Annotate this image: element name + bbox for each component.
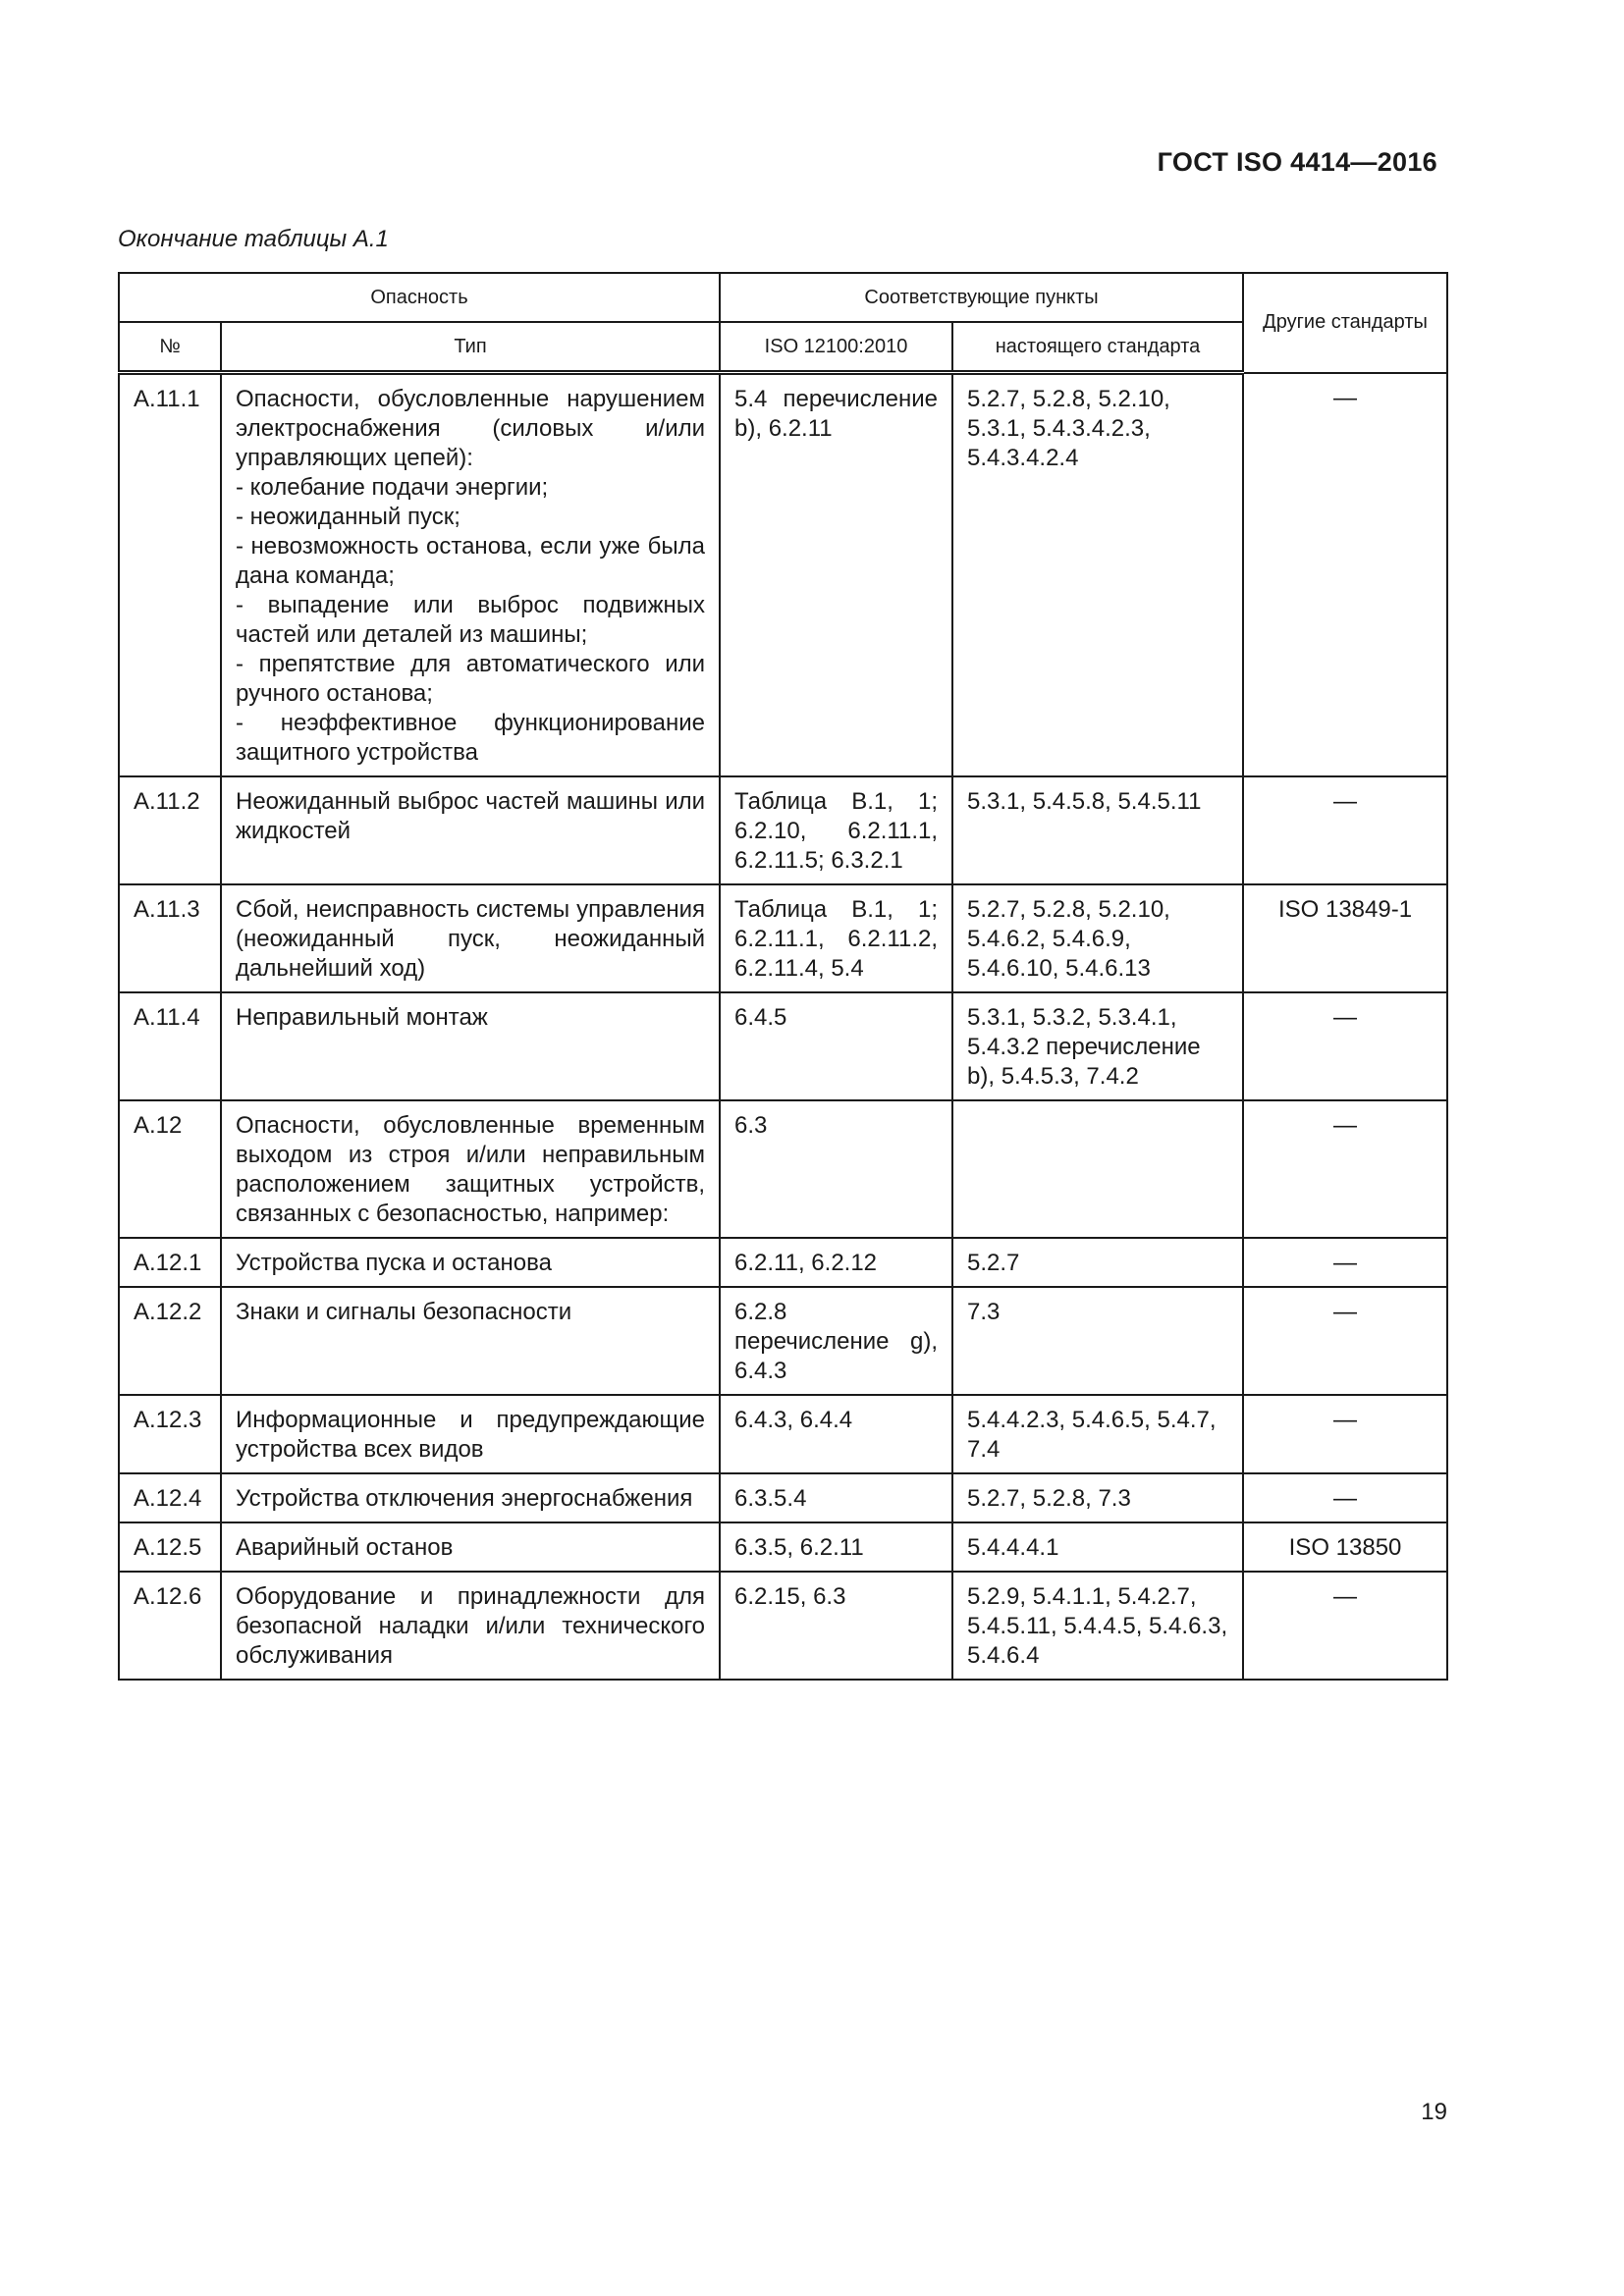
row-iso-clauses: Таблица В.1, 1; 6.2.11.1, 6.2.11.2, 6.2.11.4, 5.4 [720, 884, 952, 992]
table-row [119, 992, 1447, 1100]
table-row [119, 1473, 1447, 1522]
row-other-standards: ISO 13850 [1243, 1522, 1447, 1572]
row-standard-clauses: 5.2.9, 5.4.1.1, 5.4.2.7, 5.4.5.11, 5.4.4.5, 5.4.6.3, 5.4.6.4 [952, 1572, 1243, 1680]
row-type-item: - колебание подачи энергии; [236, 474, 549, 501]
table-row [119, 1100, 1447, 1238]
page-number: 19 [1421, 2099, 1447, 2125]
header-other-standards: Другие стандарты [1243, 273, 1447, 373]
row-standard-clauses: 5.3.1, 5.3.2, 5.3.4.1, 5.4.3.2 перечисление b), 5.4.5.3, 7.4.2 [952, 992, 1243, 1100]
row-standard-clauses: 5.2.7, 5.2.8, 5.2.10, 5.3.1, 5.4.3.4.2.3, 5.4.3.4.2.4 [952, 373, 1243, 777]
row-other-standards: — [1243, 1572, 1447, 1680]
table-row [119, 776, 1447, 884]
table-body [119, 373, 1447, 1681]
row-number: А.11.4 [119, 992, 221, 1100]
row-iso-clauses: 5.4 перечисление b), 6.2.11 [720, 373, 952, 777]
row-iso-clauses: 6.3 [720, 1100, 952, 1238]
row-other-standards: — [1243, 776, 1447, 884]
row-number: А.12.2 [119, 1287, 221, 1395]
row-standard-clauses: 5.2.7 [952, 1238, 1243, 1287]
table-row [119, 1395, 1447, 1473]
table-row [119, 373, 1447, 777]
row-type [221, 373, 720, 777]
row-number: А.12.4 [119, 1473, 221, 1522]
header-relevant-clauses: Соответствующие пункты [720, 273, 1243, 322]
row-number: А.12 [119, 1100, 221, 1238]
table-row [119, 1287, 1447, 1395]
row-iso-clauses: 6.2.15, 6.3 [720, 1572, 952, 1680]
row-other-standards: — [1243, 373, 1447, 777]
header-type: Тип [221, 322, 720, 373]
row-standard-clauses: 5.2.7, 5.2.8, 7.3 [952, 1473, 1243, 1522]
row-type-item: - препятствие для автоматического или ручного останова; [236, 651, 706, 707]
row-iso-clauses: 6.3.5.4 [720, 1473, 952, 1522]
table-caption: Окончание таблицы А.1 [118, 226, 389, 252]
row-type: Сбой, неисправность системы управления (неожиданный пуск, неожиданный дальнейший ход) [221, 884, 720, 992]
row-iso-clauses: 6.4.3, 6.4.4 [720, 1395, 952, 1473]
row-other-standards: — [1243, 1473, 1447, 1522]
row-type: Знаки и сигналы безопасности [221, 1287, 720, 1395]
row-type-item: - невозможность останова, если уже была дана команда; [236, 533, 706, 589]
row-standard-clauses: 5.4.4.2.3, 5.4.6.5, 5.4.7, 7.4 [952, 1395, 1243, 1473]
row-type: Опасности, обусловленные временным выходом из строя и/или неправильным расположением защитных устройств, связанных с безопасностью, например: [221, 1100, 720, 1238]
row-iso-clauses: 6.3.5, 6.2.11 [720, 1522, 952, 1572]
row-iso-clauses: 6.4.5 [720, 992, 952, 1100]
table-row [119, 1572, 1447, 1680]
row-type: Устройства отключения энергоснабжения [221, 1473, 720, 1522]
row-type: Информационные и предупреждающие устройства всех видов [221, 1395, 720, 1473]
row-other-standards: ISO 13849-1 [1243, 884, 1447, 992]
header-this-standard: настоящего стандарта [952, 322, 1243, 373]
row-other-standards: — [1243, 1395, 1447, 1473]
row-number: А.12.3 [119, 1395, 221, 1473]
row-iso-clauses: 6.2.8 перечисление g), 6.4.3 [720, 1287, 952, 1395]
row-number: А.11.2 [119, 776, 221, 884]
header-number: № [119, 322, 221, 373]
row-type: Устройства пуска и останова [221, 1238, 720, 1287]
document-designation: ГОСТ ISO 4414—2016 [1157, 147, 1437, 177]
header-hazard: Опасность [119, 273, 720, 322]
row-other-standards: — [1243, 992, 1447, 1100]
row-number: А.12.6 [119, 1572, 221, 1680]
row-standard-clauses: 5.2.7, 5.2.8, 5.2.10, 5.4.6.2, 5.4.6.9, 5.4.6.10, 5.4.6.13 [952, 884, 1243, 992]
row-type: Неправильный монтаж [221, 992, 720, 1100]
row-type-text: Опасности, обусловленные нарушением электроснабжения (силовых и/или управляющих цепей): [236, 386, 706, 471]
row-type: Аварийный останов [221, 1522, 720, 1572]
row-number: А.12.5 [119, 1522, 221, 1572]
row-standard-clauses: 5.4.4.4.1 [952, 1522, 1243, 1572]
row-iso-clauses: 6.2.11, 6.2.12 [720, 1238, 952, 1287]
header-iso-12100: ISO 12100:2010 [720, 322, 952, 373]
row-other-standards: — [1243, 1287, 1447, 1395]
row-other-standards: — [1243, 1238, 1447, 1287]
row-number: А.11.3 [119, 884, 221, 992]
row-iso-clauses: Таблица В.1, 1; 6.2.10, 6.2.11.1, 6.2.11.5; 6.3.2.1 [720, 776, 952, 884]
table-row [119, 1238, 1447, 1287]
row-type-item: - неожиданный пуск; [236, 504, 460, 530]
table-row [119, 884, 1447, 992]
row-type: Неожиданный выброс частей машины или жидкостей [221, 776, 720, 884]
row-type: Оборудование и принадлежности для безопасной наладки и/или технического обслуживания [221, 1572, 720, 1680]
table-row [119, 1522, 1447, 1572]
row-standard-clauses: 7.3 [952, 1287, 1243, 1395]
row-number: А.11.1 [119, 373, 221, 777]
row-other-standards: — [1243, 1100, 1447, 1238]
row-type-item: - неэффективное функционирование защитного устройства [236, 710, 706, 766]
row-type-item: - выпадение или выброс подвижных частей или деталей из машины; [236, 592, 706, 648]
row-standard-clauses [952, 1100, 1243, 1238]
hazards-table [118, 272, 1448, 1681]
row-standard-clauses: 5.3.1, 5.4.5.8, 5.4.5.11 [952, 776, 1243, 884]
row-number: А.12.1 [119, 1238, 221, 1287]
